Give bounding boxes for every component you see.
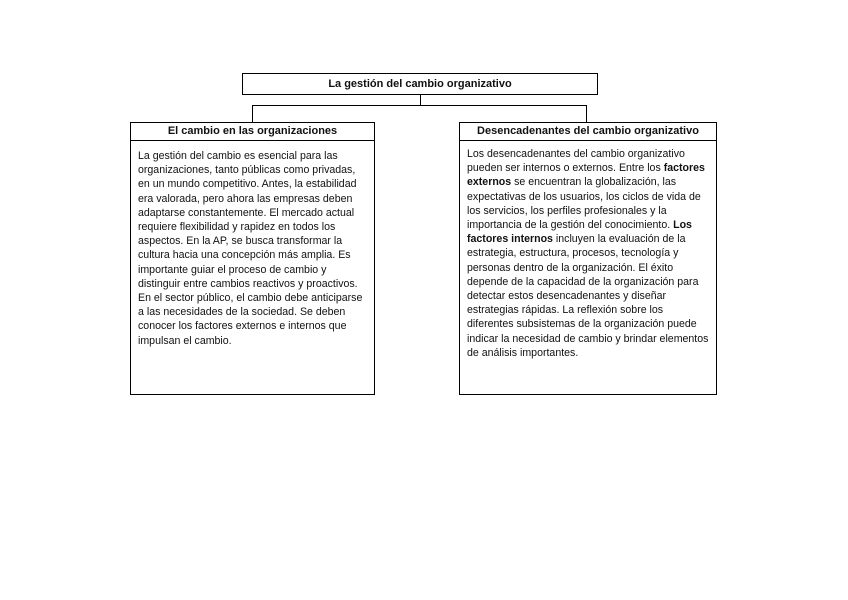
right-bold-1: factores externos: [467, 162, 705, 189]
left-heading: El cambio en las organizaciones: [130, 122, 375, 141]
connector-right-drop: [586, 105, 587, 122]
right-text-2: se encuentran la globalización, las expectativas de los usuarios, los ciclos de vida de los servicios, los perfiles profesionales y la importancia de la gestión del conocimiento.: [467, 176, 701, 232]
right-heading: Desencadenantes del cambio organizativo: [459, 122, 717, 141]
connector-horizontal: [252, 105, 587, 106]
left-text-box: [130, 141, 375, 395]
left-text: La gestión del cambio es esencial para las organizaciones, tanto públicas como privadas, en un mundo competitivo. Antes, la estabilidad era valorada, pero ahora las empresas deben adaptarse constantemente. El mercado actual requiere flexibilidad y rapidez en todos los aspectos. En la AP, se busca transformar la cultura hacia una concepción más amplia. Es importante guiar el proceso de cambio y distinguir entre cambios reactivos y proactivos. En el sector público, el cambio debe anticiparse a las necesidades de la sociedad. Se deben conocer los factores externos e internos que impulsan el cambio.: [138, 150, 363, 347]
connector-left-drop: [252, 105, 253, 122]
right-bold-2: Los factores internos: [467, 219, 692, 246]
right-text-3: incluyen la evaluación de la estrategia, estructura, procesos, tecnología y personas dentro de la organización. El éxito depende de la capacidad de la organización para detectar estos desencadenantes y diseñar estrategias rápidas. La reflexión sobre los diferentes subsistemas de la organización puede indicar la necesidad de cambio y brindar elementos de análisis importantes.: [467, 233, 709, 359]
right-text-box: [459, 141, 717, 395]
right-text-1: Los desencadenantes del cambio organizativo pueden ser internos o externos. Entre los: [467, 148, 685, 175]
diagram-title: La gestión del cambio organizativo: [242, 73, 598, 95]
